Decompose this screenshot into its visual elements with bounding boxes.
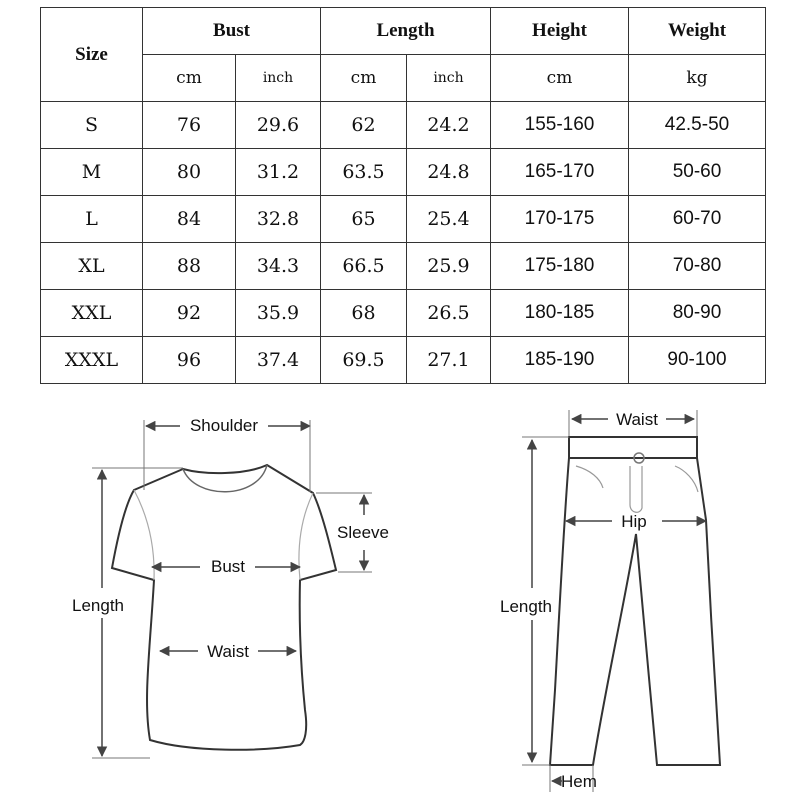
bust-inch-cell: 35.9 <box>236 290 321 337</box>
weight-cell: 70-80 <box>629 243 766 290</box>
height-cell: 175-180 <box>491 243 629 290</box>
length-cm-cell: 62 <box>321 102 407 149</box>
bust-cm-unit: cm <box>143 55 236 102</box>
tshirt-sleeve-right-seam <box>299 493 313 580</box>
bust-cm-cell: 80 <box>143 149 236 196</box>
length-label: Length <box>72 596 124 615</box>
length-inch-cell: 27.1 <box>407 337 491 384</box>
tshirt-outline <box>112 465 336 750</box>
weight-header: Weight <box>629 8 766 55</box>
weight-cell: 80-90 <box>629 290 766 337</box>
bust-cm-cell: 88 <box>143 243 236 290</box>
bust-inch-cell: 37.4 <box>236 337 321 384</box>
height-cm-unit: cm <box>491 55 629 102</box>
length-header: Length <box>321 8 491 55</box>
size-cell: XXXL <box>41 337 143 384</box>
length-inch-cell: 25.4 <box>407 196 491 243</box>
height-header: Height <box>491 8 629 55</box>
length-cm-cell: 65 <box>321 196 407 243</box>
pants-pocket-left <box>576 466 603 488</box>
length-inch-cell: 25.9 <box>407 243 491 290</box>
size-cell: M <box>41 149 143 196</box>
bust-cm-cell: 76 <box>143 102 236 149</box>
weight-cell: 60-70 <box>629 196 766 243</box>
sleeve-label: Sleeve <box>337 523 389 542</box>
weight-cell: 90-100 <box>629 337 766 384</box>
length-inch-cell: 24.2 <box>407 102 491 149</box>
pants-fly <box>630 466 642 512</box>
waist-label: Waist <box>207 642 249 661</box>
pants-pocket-right <box>675 466 698 492</box>
bust-inch-cell: 34.3 <box>236 243 321 290</box>
length-cm-cell: 69.5 <box>321 337 407 384</box>
hem-label: Hem <box>561 772 597 791</box>
length-cm-cell: 63.5 <box>321 149 407 196</box>
length-cm-cell: 66.5 <box>321 243 407 290</box>
length-inch-cell: 26.5 <box>407 290 491 337</box>
length-cm-cell: 68 <box>321 290 407 337</box>
height-cell: 180-185 <box>491 290 629 337</box>
bust-inch-cell: 29.6 <box>236 102 321 149</box>
length-inch-cell: 24.8 <box>407 149 491 196</box>
height-cell: 185-190 <box>491 337 629 384</box>
length-cm-unit: cm <box>321 55 407 102</box>
hip-label: Hip <box>621 512 647 531</box>
bust-inch-unit: inch <box>236 55 321 102</box>
weight-cell: 50-60 <box>629 149 766 196</box>
weight-kg-unit: kg <box>629 55 766 102</box>
pants-diagram <box>500 410 720 792</box>
size-cell: XXL <box>41 290 143 337</box>
tshirt-sleeve-left-seam <box>134 490 154 580</box>
shoulder-label: Shoulder <box>189 416 259 435</box>
pants-waistband <box>569 437 697 458</box>
bust-label: Bust <box>210 557 246 576</box>
height-cell: 165-170 <box>491 149 629 196</box>
size-cell: L <box>41 196 143 243</box>
size-cell: XL <box>41 243 143 290</box>
size-header: Size <box>41 8 143 102</box>
bust-cm-cell: 92 <box>143 290 236 337</box>
pants-length-label: Length <box>500 597 552 616</box>
size-cell: S <box>41 102 143 149</box>
pants-waist-label: Waist <box>616 410 658 429</box>
length-inch-unit: inch <box>407 55 491 102</box>
bust-inch-cell: 32.8 <box>236 196 321 243</box>
bust-cm-cell: 84 <box>143 196 236 243</box>
pants-outline <box>550 458 720 765</box>
bust-header: Bust <box>143 8 321 55</box>
bust-cm-cell: 96 <box>143 337 236 384</box>
weight-cell: 42.5-50 <box>629 102 766 149</box>
height-cell: 170-175 <box>491 196 629 243</box>
tshirt-diagram <box>72 416 389 758</box>
bust-inch-cell: 31.2 <box>236 149 321 196</box>
height-cell: 155-160 <box>491 102 629 149</box>
